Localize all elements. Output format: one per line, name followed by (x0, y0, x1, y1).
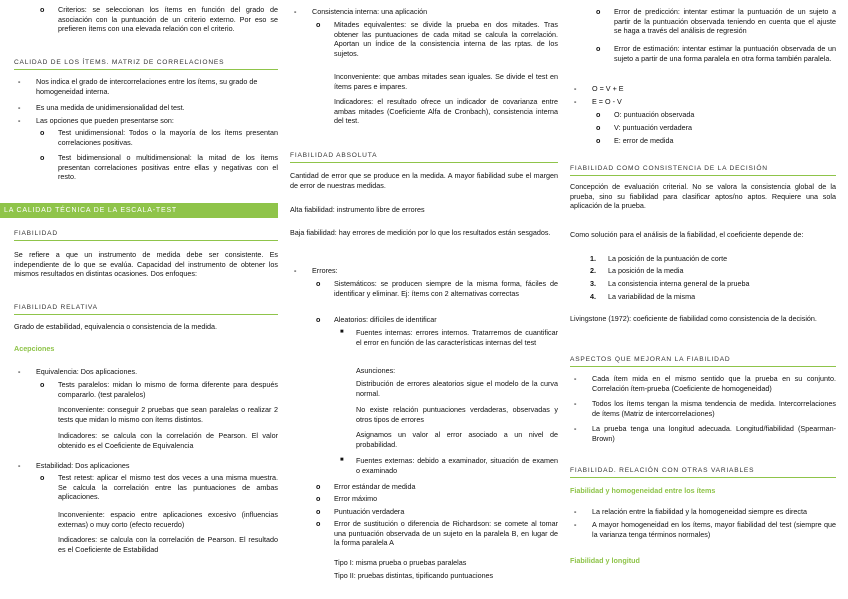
fiabilidad-header: FIABILIDAD (14, 229, 278, 241)
homogeneidad-item: A mayor homogeneidad en los ítems, mayor fiabilidad del test (siempre que la varianza tenga términos normales) (592, 520, 836, 539)
paralelos-item: Tests paralelos: midan lo mismo de forma diferente para después compararlo. (test paralelos) (58, 380, 278, 399)
richardson-item: Error de sustitución o diferencia de Richardson: se comete al tomar una puntuación observada de un sujeto en la paralela B, en lugar de la forma paralela A (334, 519, 558, 548)
dash-marker: - (574, 520, 577, 529)
bullet-marker: o (596, 7, 601, 16)
matrix-item: Nos indica el grado de intercorrelaciones entre los ítems, su grado de homogeneidad interna. (36, 77, 258, 96)
formula-item: O: puntuación observada (614, 110, 695, 119)
bullet-marker: o (596, 44, 601, 53)
mitades-indicadores: Indicadores: el resultado ofrece un indicador de covarianza entre ambas mitades (Coeficiente Alfa de Cronbach), consistencia interna del test. (334, 97, 558, 126)
fuentes-internas: Fuentes internas: errores internos. Tratarremos de cuantificar el error en función de las características internas del test (356, 328, 558, 347)
prediccion-item: Error de predicción: intentar estimar la puntuación de un sujeto a partir de la puntuación observada teniendo en cuenta que el ajuste se haga a través del análisis de regresión (614, 7, 836, 36)
bullet-marker: o (40, 128, 45, 137)
mitades-inconveniente: Inconveniente: que ambas mitades sean iguales. Se divide el test en ítems pares e impares. (334, 72, 558, 91)
acepciones-title: Acepciones (14, 344, 55, 353)
relativa-header: FIABILIDAD RELATIVA (14, 303, 278, 315)
dash-marker: - (18, 116, 21, 125)
formula-line: E = O - V (592, 97, 622, 106)
square-marker: ■ (340, 329, 344, 335)
criterios-item: Criterios: se seleccionan los ítems en función del grado de asociación con la puntuación de un criterio externo. Por eso se prefieren ítems con una elevada relación con el criterio. (58, 5, 278, 34)
livingstone-text: Livingstone (1972): coeficiente de fiabilidad como consistencia de la decisión. (570, 314, 817, 323)
dash-marker: - (574, 374, 577, 383)
fiabilidad-text: Se refiere a que un instrumento de medida debe ser consistente. Es independiente de lo que se evalúa. Capacidad del instrumento de obtener los mismos resultados en distintas ocasiones. Dos enfoques: (14, 250, 278, 279)
dash-marker: - (18, 367, 21, 376)
dash-marker: - (18, 77, 21, 86)
bullet-marker: o (316, 279, 321, 288)
aspectos-header: ASPECTOS QUE MEJORAN LA FIABILIDAD (570, 355, 836, 367)
dash-marker: - (574, 84, 577, 93)
bullet-marker: o (596, 110, 601, 119)
absoluta-text: Cantidad de error que se produce en la medida. A mayor fiabilidad sube el margen de error de nuestras medidas. (290, 171, 558, 190)
dash-marker: - (18, 103, 21, 112)
square-marker: ■ (340, 457, 344, 463)
decision-solution: Como solución para el análisis de la fiabilidad, el coeficiente depende de: (570, 230, 804, 239)
fuentes-externas: Fuentes externas: debido a examinador, situación de examen o examinado (356, 456, 558, 475)
aspecto-item: Cada ítem mida en el mismo sentido que la prueba en su conjunto. Correlación ítem-prueba (Coeficiente de homogeneidad) (592, 374, 836, 393)
number-marker: 1. (590, 254, 596, 263)
decision-text: Concepción de evaluación criterial. No se valora la consistencia global de la prueba, sino su fiabilidad para clasificar aptos/no aptos. Requiere una sola aplicación de la prueba. (570, 182, 836, 211)
bullet-marker: o (316, 507, 321, 516)
bullet-marker: o (316, 20, 321, 29)
sistematicos-item: Sistemáticos: se producen siempre de la misma forma, fáciles de identificar y eliminar. Ej: ítems con 2 alternativas correctas (334, 279, 558, 298)
dash-marker: - (294, 7, 297, 16)
number-marker: 4. (590, 292, 596, 301)
aspecto-item: Todos los ítems tengan la misma tendencia de medida. Intercorrelaciones de ítems (Matriz de intercorrelaciones) (592, 399, 836, 418)
asunciones-label: Asunciones: (356, 366, 396, 375)
bullet-marker: o (40, 380, 45, 389)
tipo1-line: Tipo I: misma prueba o pruebas paralelas (334, 558, 467, 567)
numbered-item: La posición de la puntuación de corte (608, 254, 728, 263)
bullet-marker: o (40, 153, 45, 162)
mitades-item: Mitades equivalentes: se divide la prueba en dos mitades. Tras obtener las puntuaciones de cada mitad se calcula la correlación. Aportan un índice de la consistencia interna de las rptas. de los sujetos. (334, 20, 558, 58)
dash-marker: - (574, 424, 577, 433)
dash-marker: - (574, 97, 577, 106)
matrix-subitem: Test bidimensional o multidimensional: la mitad de los ítems presentan correlaciones positivas entre ellas y negativas con el resto. (58, 153, 278, 182)
matrix-header: CALIDAD DE LOS ÍTEMS. MATRIZ DE CORRELACIONES (14, 58, 278, 70)
relacion-header: FIABILIDAD. RELACIÓN CON OTRAS VARIABLES (570, 466, 836, 478)
aspecto-item: La prueba tenga una longitud adecuada. Longitud/fiabilidad (Spearman-Brown) (592, 424, 836, 443)
baja-fiabilidad: Baja fiabilidad: hay errores de medición por lo que los resultados están sesgados. (290, 228, 551, 237)
bullet-marker: o (596, 136, 601, 145)
bullet-marker: o (40, 473, 45, 482)
bullet-marker: o (316, 315, 321, 324)
matrix-item: Las opciones que pueden presentarse son: (36, 116, 174, 125)
homogeneidad-item: La relación entre la fiabilidad y la homogeneidad siempre es directa (592, 507, 807, 516)
tipo2-line: Tipo II: pruebas distintas, tipificando puntuaciones (334, 571, 494, 580)
asuncion-line: Asignamos un valor al error asociado a un nivel de probabilidad. (356, 430, 558, 449)
relativa-text: Grado de estabilidad, equivalencia o consistencia de la medida. (14, 322, 217, 331)
bullet-marker: o (316, 494, 321, 503)
dash-marker: - (574, 507, 577, 516)
bullet-marker: o (316, 482, 321, 491)
formula-item: E: error de medida (614, 136, 674, 145)
error-item: Error máximo (334, 494, 378, 503)
dash-marker: - (574, 399, 577, 408)
numbered-item: La variabilidad de la misma (608, 292, 696, 301)
estimacion-item: Error de estimación: intentar estimar la puntuación observada de un sujeto a partir de una forma paralela en otra forma también paralela. (614, 44, 836, 63)
section-band: LA CALIDAD TÉCNICA DE LA ESCALA-TEST (0, 203, 278, 218)
number-marker: 3. (590, 279, 596, 288)
errores-item: Errores: (312, 266, 338, 275)
estabilidad-item: Estabilidad: Dos aplicaciones (36, 461, 130, 470)
longitud-title: Fiabilidad y longitud (570, 556, 640, 565)
homogeneidad-title: Fiabilidad y homogeneidad entre los ítems (570, 486, 716, 495)
formula-item: V: puntuación verdadera (614, 123, 693, 132)
asuncion-line: No existe relación puntuaciones verdaderas, observadas y otros tipos de errores (356, 405, 558, 424)
dash-marker: - (294, 266, 297, 275)
matrix-item: Es una medida de unidimensionalidad del test. (36, 103, 185, 112)
equivalencia-indicadores: Indicadores: se calcula con la correlación de Pearson. El valor obtenido es el Coeficiente de Equivalencia (58, 431, 278, 450)
number-marker: 2. (590, 266, 596, 275)
numbered-item: La posición de la media (608, 266, 684, 275)
absoluta-header: FIABILIDAD ABSOLUTA (290, 151, 558, 163)
error-item: Error estándar de medida (334, 482, 416, 491)
estabilidad-indicadores: Indicadores: se calcula con la correlación de Pearson. El resultado es el Coeficiente de Estabilidad (58, 535, 278, 554)
asuncion-line: Distribución de errores aleatorios sigue el modelo de la curva normal. (356, 379, 558, 398)
error-item: Puntuación verdadera (334, 507, 405, 516)
decision-header: FIABILIDAD COMO CONSISTENCIA DE LA DECISIÓN (570, 164, 836, 176)
alta-fiabilidad: Alta fiabilidad: instrumento libre de errores (290, 205, 425, 214)
numbered-item: La consistencia interna general de la prueba (608, 279, 750, 288)
bullet-marker: o (316, 519, 321, 528)
equivalencia-item: Equivalencia: Dos aplicaciones. (36, 367, 138, 376)
consistencia-item: Consistencia interna: una aplicación (312, 7, 428, 16)
bullet-marker: o (40, 5, 45, 14)
dash-marker: - (18, 461, 21, 470)
retest-item: Test retest: aplicar el mismo test dos veces a una misma muestra. Se calcula la correlación entre las puntuaciones de ambas aplicaciones. (58, 473, 278, 502)
formula-line: O = V + E (592, 84, 624, 93)
bullet-marker: o (596, 123, 601, 132)
equivalencia-inconveniente: Inconveniente: conseguir 2 pruebas que sean paralelas o realizar 2 tests que midan lo mismo con ítems distintos. (58, 405, 278, 424)
matrix-subitem: Test unidimensional: Todos o la mayoría de los ítems presentan correlaciones positivas. (58, 128, 278, 147)
aleatorios-item: Aleatorios: difíciles de identificar (334, 315, 437, 324)
estabilidad-inconveniente: Inconveniente: espacio entre aplicaciones excesivo (influencias externas) o muy corto (efecto recuerdo) (58, 510, 278, 529)
